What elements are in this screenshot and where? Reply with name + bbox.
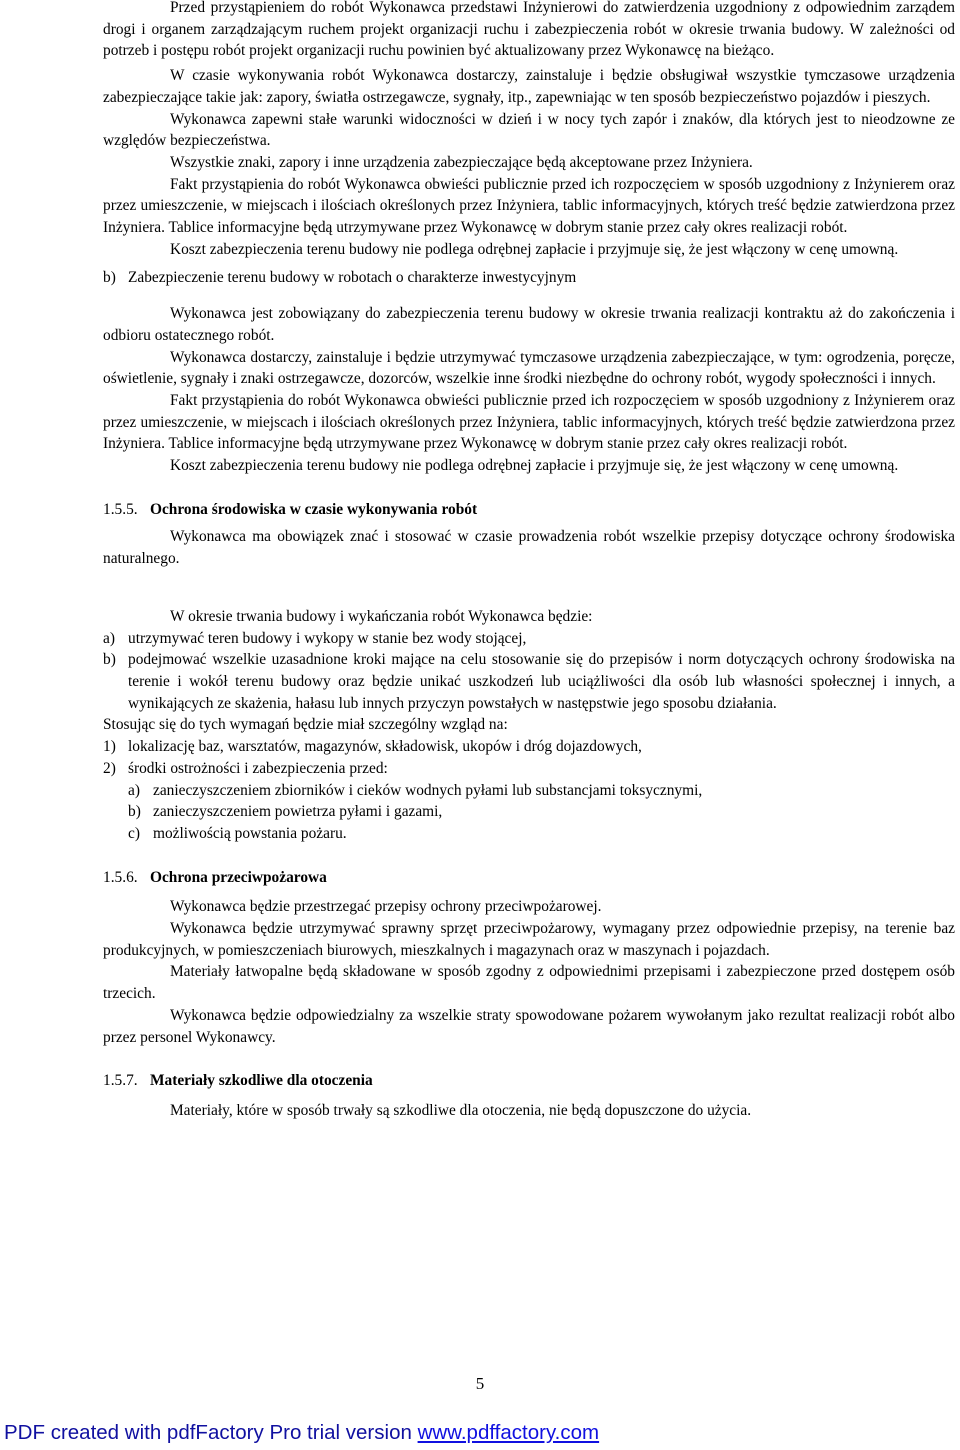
pdf-footer — [4, 1421, 599, 1445]
section-b-title: Zabezpieczenie terenu budowy w robotach o charakterze inwestycyjnym — [128, 269, 577, 287]
list-label: c) — [128, 824, 140, 842]
sub-list-item — [103, 801, 955, 823]
list-text: podejmować wszelkie uzasadnione kroki mające na celu stosowanie się do przepisów i norm dotyczących ochrony środowiska na terenie i wokół terenu budowy oraz będzie unikać uszkodzeń lub uciążliwości dla osób lub własności społecznej i innych, a wynikających ze skażenia, hałasu lub innych przyczyn powstałych w następstwie jego sposobu działania. — [128, 651, 955, 712]
paragraph: Wykonawca dostarczy, zainstaluje i będzie utrzymywać tymczasowe urządzenia zabezpieczające, w tym: ogrodzenia, poręcze, oświetlenie, sygnały i znaki ostrzegawcze, dozorców, wszelkie inne środki niezbędne do ochrony robót, wygody społeczności i innych. — [103, 348, 955, 388]
paragraph: Wykonawca jest zobowiązany do zabezpieczenia terenu budowy w okresie trwania realizacji kontraktu aż do zakończenia i odbioru ostatecznego robót. — [103, 305, 955, 344]
paragraph: W czasie wykonywania robót Wykonawca dostarczy, zainstaluje i będzie obsługiwał wszystkie tymczasowe urządzenia zabezpieczające takie jak: zapory, światła ostrzegawcze, sygnały, itp., zapewniając w ten sposób bezpieczeństwo pojazdów i pieszych. — [103, 67, 955, 106]
paragraph: Wszystkie znaki, zapory i inne urządzenia zabezpieczające będą akceptowane przez Inżyniera. — [170, 153, 753, 171]
paragraph: Przed przystąpieniem do robót Wykonawca przedstawi Inżynierowi do zatwierdzenia uzgodniony z odpowiednim zarządem drogi i organem zarządzającym ruchem projekt organizacji ruchu i zabezpieczenia robót w okresie trwania budowy. W zależności od potrzeb i postępu robót projekt organizacji ruchu powinien być aktualizowany przez Wykonawcę na bieżąco. — [103, 0, 955, 60]
paragraph: Fakt przystąpienia do robót Wykonawca obwieści publicznie przed ich rozpoczęciem w sposób uzgodniony z Inżynierem oraz przez umieszczenie, w miejscach i ilościach określonych przez Inżyniera, tablic informacyjnych, których treść będzie zatwierdzona przez Inżyniera. Tablice informacyjne będą utrzymywane przez Wykonawcę w dobrym stanie przez cały okres realizacji robót. — [103, 391, 955, 453]
list-text: możliwością powstania pożaru. — [153, 824, 347, 842]
paragraph: Materiały łatwopalne będą składowane w sposób zgodny z odpowiednimi przepisami i zabezpieczone przed dostępem osób trzecich. — [103, 963, 955, 1003]
list-text: środki ostrożności i zabezpieczenia przed: — [128, 759, 388, 777]
paragraph: Materiały, które w sposób trwały są szkodliwe dla otoczenia, nie będą dopuszczone do użycia. — [170, 1101, 752, 1119]
list-item — [103, 758, 955, 780]
section-title: Materiały szkodliwe dla otoczenia — [150, 1072, 373, 1090]
footer-link[interactable]: www.pdffactory.com — [417, 1421, 600, 1444]
paragraph: Fakt przystąpienia do robót Wykonawca obwieści publicznie przed ich rozpoczęciem w sposób uzgodniony z Inżynierem oraz przez umieszczenie, w miejscach i ilościach określonych przez Inżyniera, tablic informacyjnych, których treść będzie zatwierdzona przez Inżyniera. Tablice informacyjne będą utrzymywane przez Wykonawcę w dobrym stanie przez cały okres realizacji robót. — [103, 175, 955, 237]
paragraph: Stosując się do tych wymagań będzie miał szczególny wzgląd na: — [103, 716, 508, 734]
section-title: Ochrona środowiska w czasie wykonywania robót — [150, 500, 478, 518]
document-page — [103, 0, 955, 1122]
paragraph: Wykonawca zapewni stałe warunki widoczności w dzień i w nocy tych zapór i znaków, dla których jest to nieodzowne ze względów bezpieczeństwa. — [103, 110, 955, 150]
list-text: zanieczyszczeniem powietrza pyłami i gazami, — [153, 803, 443, 821]
list-item — [103, 736, 955, 758]
list-label: a) — [103, 629, 115, 647]
section-number: 1.5.6. — [103, 868, 138, 886]
section-heading-1-5-5 — [103, 499, 955, 521]
paragraph: Wykonawca będzie przestrzegać przepisy ochrony przeciwpożarowej. — [170, 898, 602, 916]
section-b-heading — [103, 267, 955, 289]
paragraph: Wykonawca będzie utrzymywać sprawny sprzęt przeciwpożarowy, wymagany przez odpowiednie przepisy, na terenie baz produkcyjnych, w pomieszczeniach biurowych, mieszkalnych i magazynach oraz w maszynach i pojazdach. — [103, 920, 955, 959]
paragraph: Koszt zabezpieczenia terenu budowy nie podlega odrębnej zapłacie i przyjmuje się, że jest włączony w cenę umowną. — [170, 240, 899, 258]
paragraph: W okresie trwania budowy i wykańczania robót Wykonawca będzie: — [170, 607, 593, 625]
section-heading-1-5-7 — [103, 1070, 955, 1092]
list-label: b) — [128, 803, 141, 821]
section-number: 1.5.7. — [103, 1072, 138, 1090]
traffic-safety-section — [103, 0, 955, 260]
list-text: zanieczyszczeniem zbiorników i cieków wodnych pyłami lub substancjami toksycznymi, — [153, 781, 703, 799]
list-item — [103, 628, 955, 650]
list-text: utrzymywać teren budowy i wykopy w stanie bez wody stojącej, — [128, 629, 527, 647]
paragraph: Wykonawca ma obowiązek znać i stosować w czasie prowadzenia robót wszelkie przepisy dotyczące ochrony środowiska naturalnego. — [103, 528, 955, 568]
section-title: Ochrona przeciwpożarowa — [150, 868, 327, 886]
section-heading-1-5-6 — [103, 867, 955, 889]
section-b-label: b) — [103, 269, 116, 287]
list-label: 1) — [103, 738, 116, 756]
list-label: a) — [128, 781, 140, 799]
list-label: 2) — [103, 759, 116, 777]
list-item — [103, 649, 955, 714]
list-text: lokalizację baz, warsztatów, magazynów, składowisk, ukopów i dróg dojazdowych, — [128, 738, 642, 756]
section-number: 1.5.5. — [103, 500, 138, 518]
paragraph: Koszt zabezpieczenia terenu budowy nie podlega odrębnej zapłacie i przyjmuje się, że jest włączony w cenę umowną. — [170, 457, 899, 475]
page-number: 5 — [475, 1374, 485, 1393]
paragraph: Wykonawca będzie odpowiedzialny za wszelkie straty spowodowane pożarem wywołanym jako rezultat realizacji robót albo przez personel Wykonawcy. — [103, 1006, 955, 1046]
sub-list-item — [103, 823, 955, 845]
list-label: b) — [103, 651, 116, 669]
footer-text: PDF created with pdfFactory Pro trial version — [4, 1421, 418, 1444]
sub-list-item — [103, 780, 955, 802]
